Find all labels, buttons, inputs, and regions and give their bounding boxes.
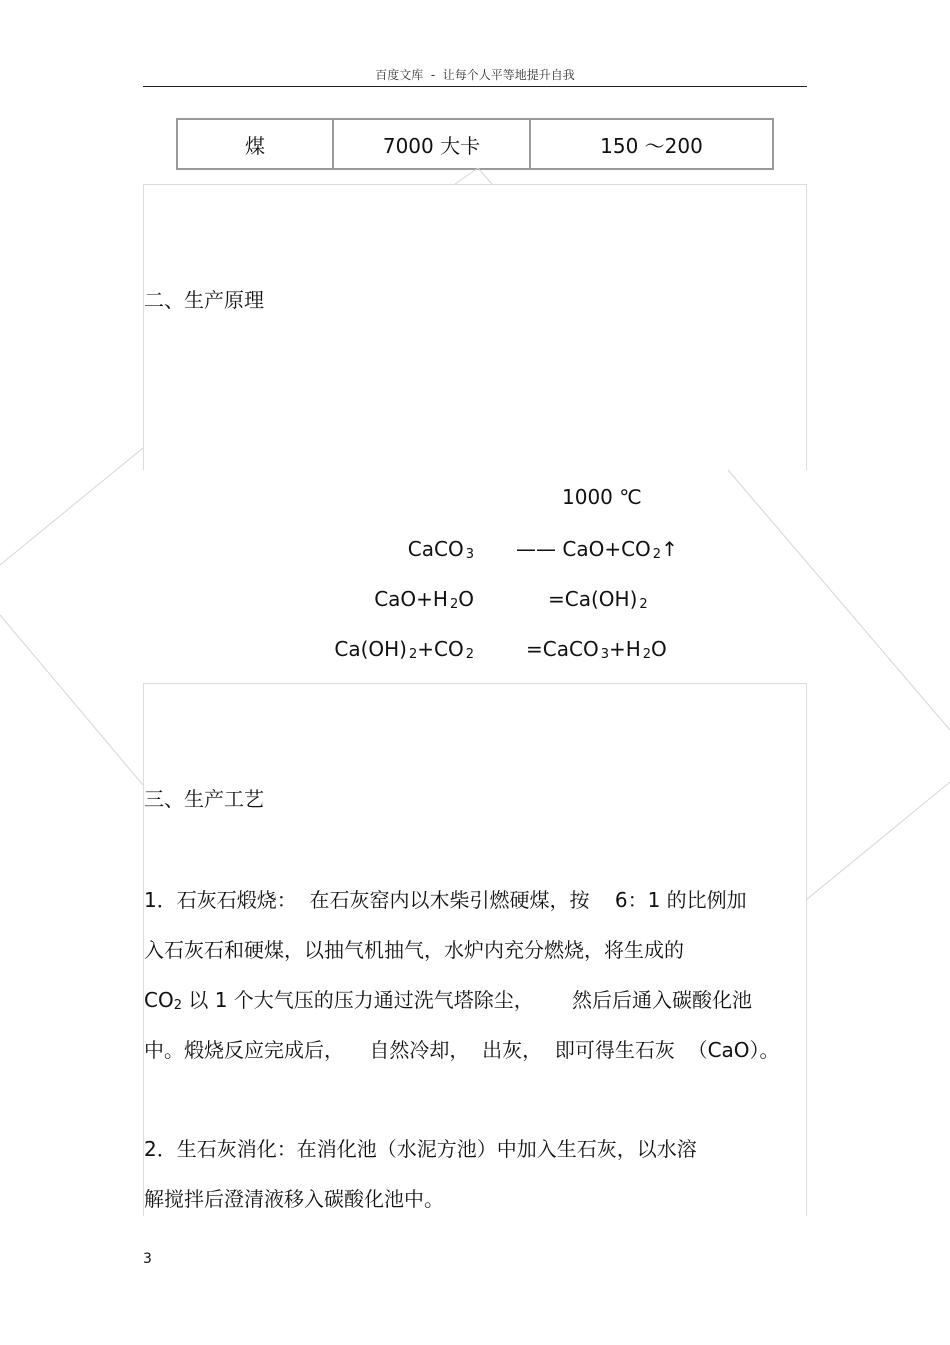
equation-1-left: CaCO $_3$ bbox=[407, 537, 474, 562]
table-cell-fuel: 煤 bbox=[245, 133, 265, 158]
page-header: 百度文库 - 让每个人平等地提升自我 bbox=[375, 68, 575, 82]
equation-2-left: CaO+H $_2$O bbox=[374, 587, 474, 612]
section-heading-process: 三、生产工艺 bbox=[144, 787, 264, 811]
reaction-condition: 1000 ℃ bbox=[562, 485, 642, 509]
paragraph-1-line-4: 中。煅烧反应完成后， 自然冷却， 出灰， 即可得生石灰 （CaO）。 bbox=[144, 1038, 780, 1062]
table-cell-amount: 150 ～200 bbox=[529, 120, 772, 168]
paragraph-1-line-3: $CO_2$ 以 1 个大气压的压力通过洗气塔除尘， 然后后通入碳酸化池 bbox=[144, 988, 752, 1013]
equation-2-right: =Ca(OH) $_2$ bbox=[548, 587, 648, 612]
equation-3-right: =CaCO $_3$+H $_2$O bbox=[526, 637, 667, 662]
page-number: 3 bbox=[143, 1251, 152, 1267]
section-heading-principle: 二、生产原理 bbox=[144, 288, 264, 312]
equation-1-right: —— CaO+CO $_2$↑ bbox=[516, 537, 678, 562]
paragraph-1-line-2: 入石灰石和硬煤，以抽气机抽气，水炉内充分燃烧，将生成的 bbox=[144, 938, 684, 962]
equation-3-left: Ca(OH) $_2$+CO $_2$ bbox=[334, 637, 474, 662]
paragraph-1-line-1: 1．石灰石煅烧： 在石灰窑内以木柴引燃硬煤，按 6：1 的比例加 bbox=[144, 888, 747, 912]
paragraph-2-line-1: 2．生石灰消化：在消化池（水泥方池）中加入生石灰，以水溶 bbox=[144, 1137, 697, 1161]
paragraph-2-line-2: 解搅拌后澄清液移入碳酸化池中。 bbox=[144, 1187, 444, 1211]
table-cell-heat-value: 7000 大卡 bbox=[332, 120, 529, 168]
